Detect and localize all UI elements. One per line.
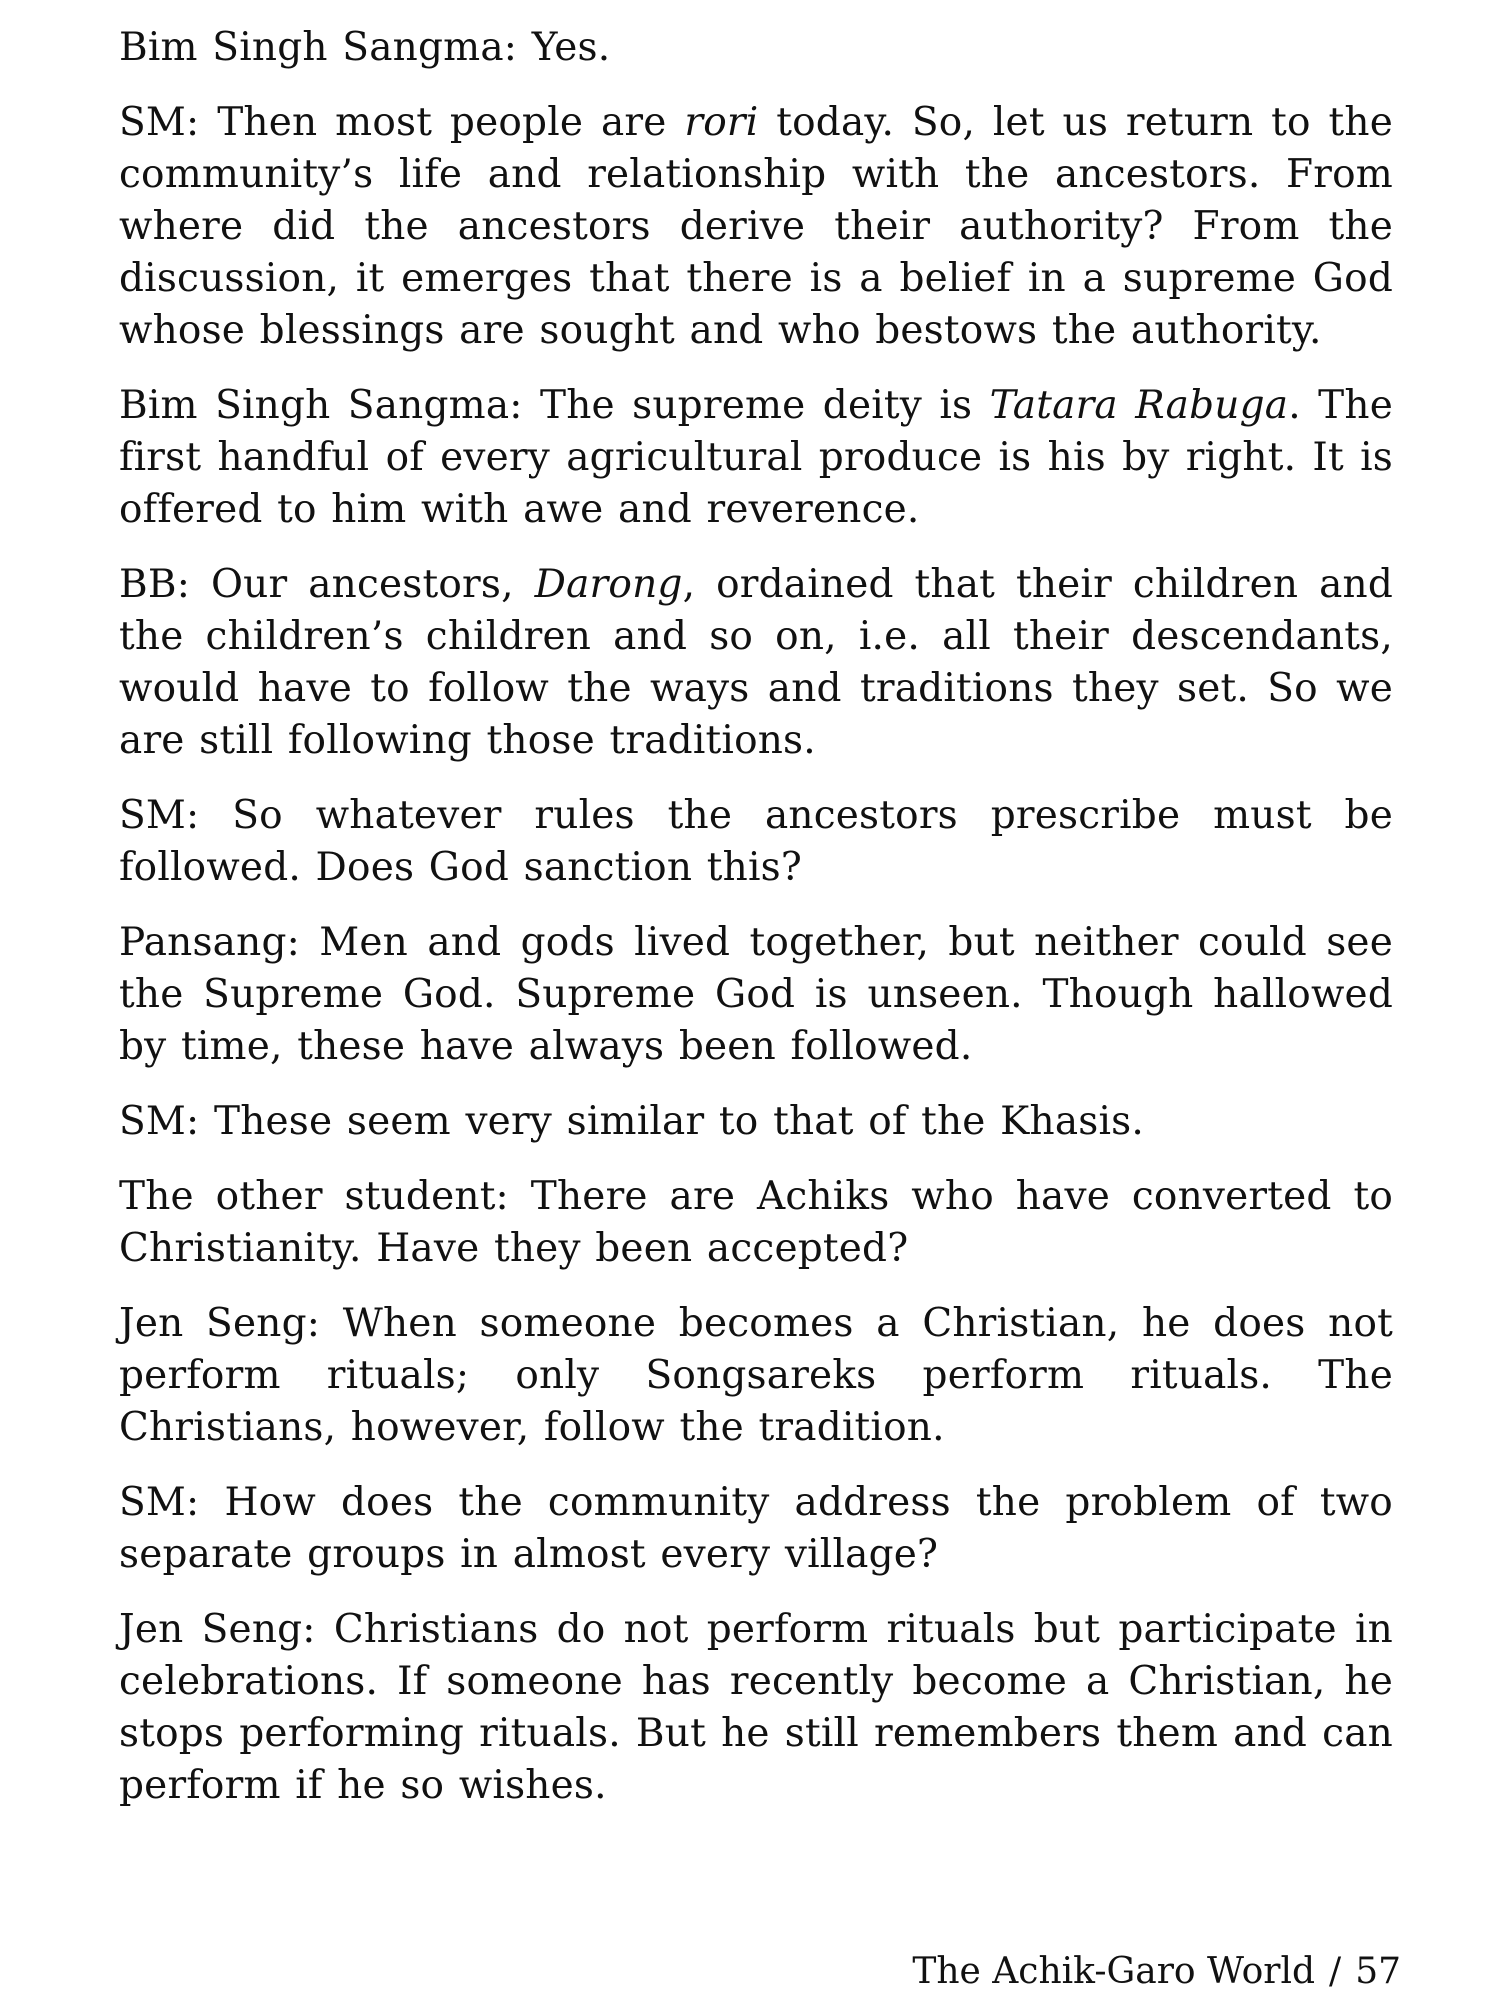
paragraph-pansang: Pansang: Men and gods lived together, but neither could see the Supreme God. Supreme God is unseen. Though hallowed by time, these have always been followed. (119, 920, 1393, 1069)
paragraph-sm-khasis: SM: These seem very similar to that of the Khasis. (119, 1099, 1144, 1144)
paragraph-sm-rules: SM: So whatever rules the ancestors prescribe must be followed. Does God sanction this? (119, 793, 1393, 890)
italic-term-darong: Darong (534, 562, 683, 607)
page-body (119, 22, 1393, 1835)
paragraph-jen-seng-celebrations: Jen Seng: Christians do not perform rituals but participate in celebrations. If someone has recently become a Christian, he stops performing rituals. But he still remembers them and can perform if he so wishes. (119, 1607, 1393, 1808)
page-footer (912, 1952, 1401, 1992)
paragraph-bb-ancestors: BB: Our ancestors, Darong, ordained that their children and the children’s children and so on, i.e. all their descendants, would have to follow the ways and traditions they set. So we are still following those traditions. (119, 562, 1394, 763)
footer-separator: / (1329, 1951, 1342, 1992)
paragraph-sm-two-groups: SM: How does the community address the problem of two separate groups in almost every village? (119, 1480, 1393, 1577)
running-title: The Achik-Garo World (912, 1951, 1316, 1992)
paragraph-bim-singh-deity: Bim Singh Sangma: The supreme deity is Tatara Rabuga. The first handful of every agricultural produce is his by right. It is offered to him with awe and reverence. (119, 383, 1393, 532)
paragraph-sm-rori: SM: Then most people are rori today. So, let us return to the community’s life and relationship with the ancestors. From where did the ancestors derive their authority? From the discussion, it emerges that there is a belief in a supreme God whose blessings are sought and who bestows the authority. (119, 100, 1393, 353)
paragraph-jen-seng-christian: Jen Seng: When someone becomes a Christian, he does not perform rituals; only Songsareks perform rituals. The Christians, however, follow the tradition. (119, 1301, 1393, 1450)
italic-term-rori: rori (684, 100, 759, 145)
italic-term-tatara-rabuga: Tatara Rabuga (989, 383, 1289, 428)
page-number: 57 (1355, 1951, 1401, 1992)
paragraph-other-student: The other student: There are Achiks who have converted to Christianity. Have they been accepted? (119, 1174, 1393, 1271)
paragraph-bim-singh-yes: Bim Singh Sangma: Yes. (119, 25, 611, 70)
